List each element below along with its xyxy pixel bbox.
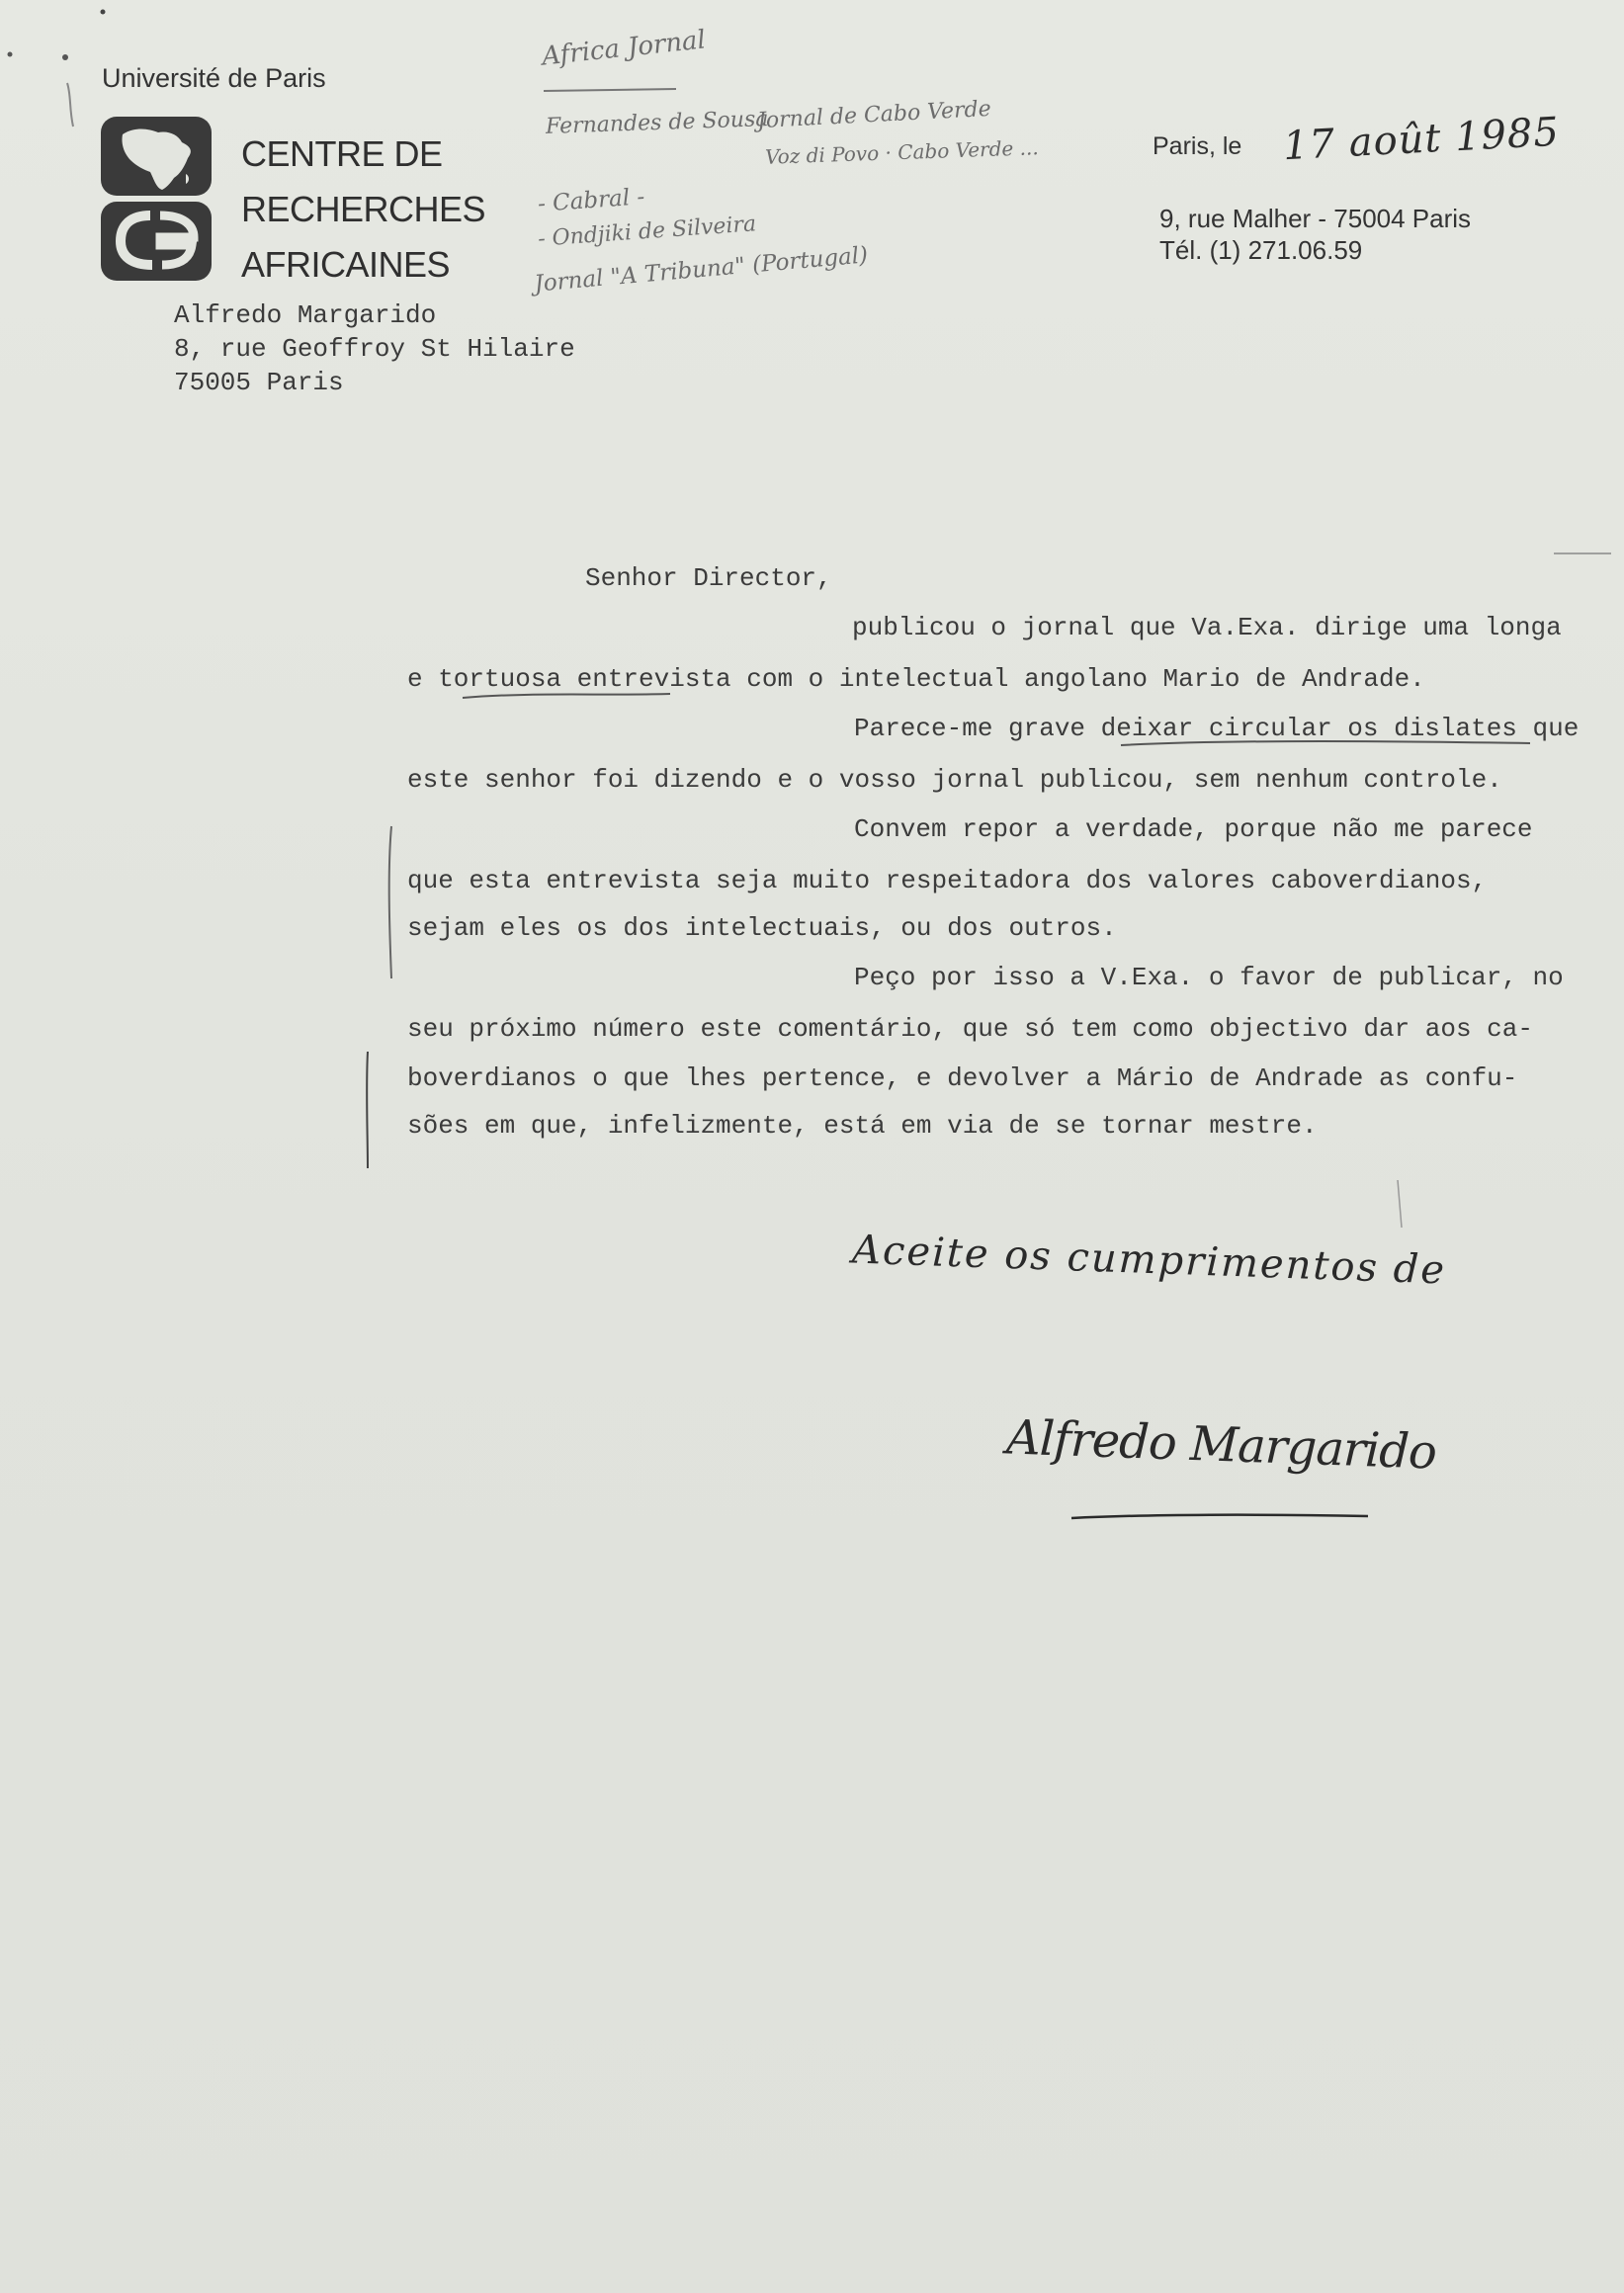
margin-note: Africa Jornal [540, 25, 708, 72]
margin-note: Jornal "A Tribuna" (Portugal) [533, 242, 870, 297]
body-line: este senhor foi dizendo e o vosso jornal publicou, sem nenhum controle. [407, 765, 1502, 795]
body-line: Parece-me grave deixar circular os dislates que [854, 714, 1580, 743]
margin-note: - Cabral - [537, 184, 646, 217]
body-line: sões em que, infelizmente, está em via de se tornar mestre. [407, 1111, 1318, 1141]
handwritten-closing: Aceite os cumprimentos de [851, 1227, 1447, 1294]
body-line: boverdianos o que lhes pertence, e devolver a Mário de Andrade as confu- [407, 1063, 1518, 1093]
body-line: e tortuosa entrevista com o intelectual angolano Mario de Andrade. [407, 664, 1425, 694]
margin-note: - Ondjiki de Silveira [537, 212, 757, 252]
salutation: Senhor Director, [585, 563, 832, 593]
centre-name-line-2: RECHERCHES [241, 189, 486, 229]
sender-street: 8, rue Geoffroy St Hilaire [174, 334, 575, 364]
body-line: sejam eles os dos intelectuais, ou dos outros. [407, 913, 1117, 943]
centre-phone: Tél. (1) 271.06.59 [1159, 235, 1363, 265]
margin-note: Voz di Povo · Cabo Verde ... [764, 135, 1040, 169]
signature: Alfredo Margarido [1005, 1409, 1437, 1481]
centre-name-line-3: AFRICAINES [241, 244, 451, 285]
margin-note: Fernandes de Sousa [545, 107, 769, 139]
handwritten-date: 17 août 1985 [1281, 109, 1561, 170]
university-name: Université de Paris [102, 63, 326, 93]
place-label: Paris, le [1153, 132, 1242, 160]
body-line: publicou o jornal que Va.Exa. dirige uma longa [852, 613, 1562, 642]
signature-underline [1068, 1508, 1384, 1522]
centre-street: 9, rue Malher - 75004 Paris [1159, 204, 1472, 233]
margin-note: Jornal de Cabo Verde [756, 96, 992, 134]
body-line: Peço por isso a V.Exa. o favor de publicar, no [854, 963, 1564, 992]
body-line: que esta entrevista seja muito respeitadora dos valores caboverdianos, [407, 866, 1488, 895]
body-line: seu próximo número este comentário, que só tem como objectivo dar aos ca- [407, 1014, 1533, 1044]
centre-name-line-1: CENTRE DE [241, 133, 443, 174]
sender-name: Alfredo Margarido [174, 300, 437, 330]
body-line: Convem repor a verdade, porque não me parece [854, 814, 1533, 844]
sender-city: 75005 Paris [174, 368, 344, 397]
